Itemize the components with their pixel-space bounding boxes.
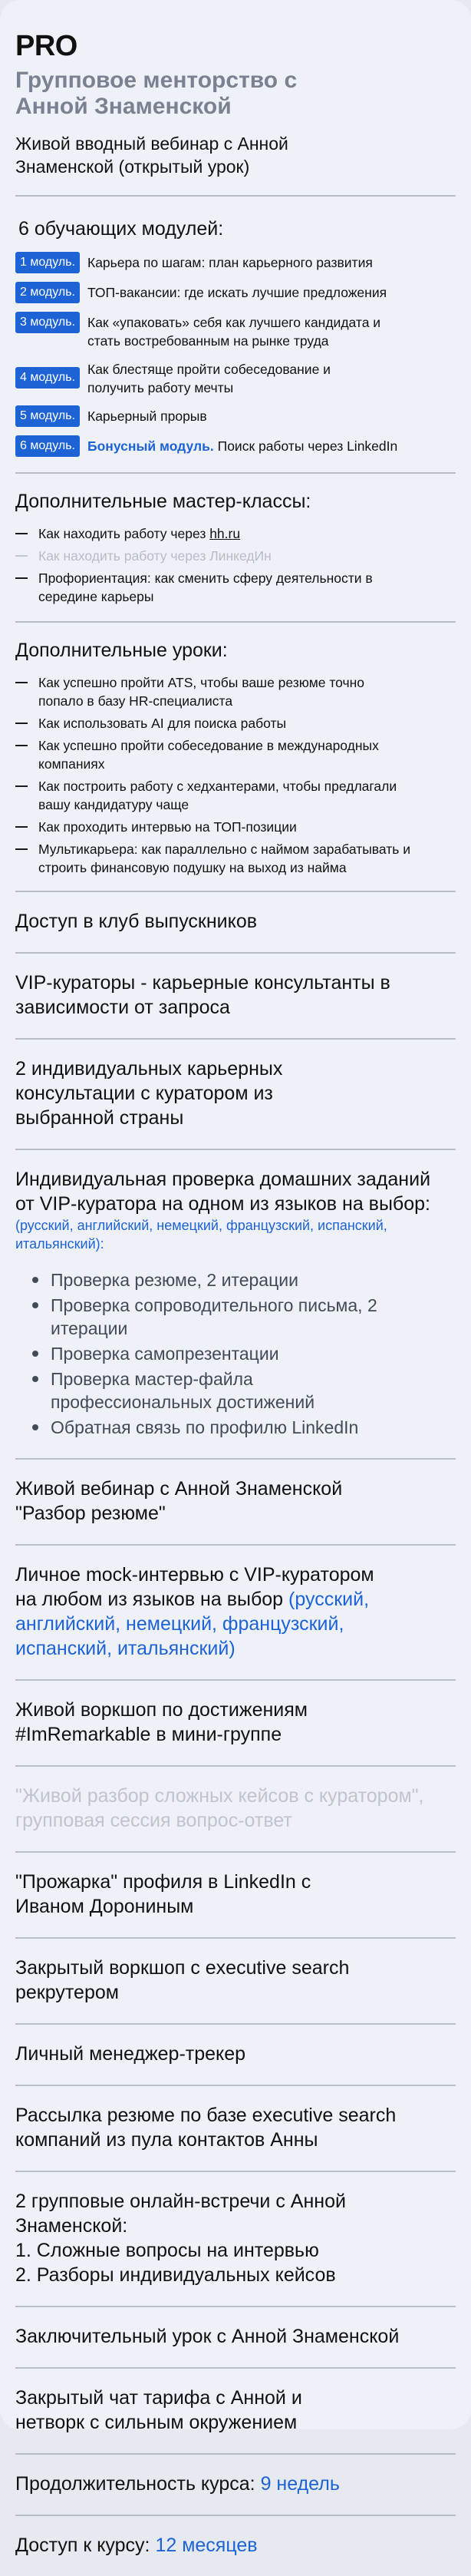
lessons-list [15,673,456,877]
lesson-text: Как проходить интервью на ТОП-позиции [38,819,297,835]
feature-group-meetings [15,2172,456,2306]
dash-marker [15,723,28,724]
module-text: Карьерный прорыв [87,408,207,424]
dash-marker [15,533,28,534]
bullet-dot [32,1277,38,1283]
homework-title: Индивидуальная проверка домашних заданий от VIP-куратора на одном из языков на выбор: [15,1169,431,1215]
plan-name: PRO [15,30,77,62]
module-badge: 1 модуль. [15,252,80,273]
lesson-item [15,777,456,814]
dash-marker [15,682,28,683]
homework-item [15,1367,456,1414]
feature-mock-interview [15,1546,399,1679]
homework-item [15,1342,456,1365]
masterclass-item [15,569,456,606]
module-item [15,405,456,427]
feature-vip-curators: VIP-кураторы - карьерные консультанты в зависимости от запроса [15,972,390,1018]
mock-text: Личное mock-интервью с VIP-куратором на любом из языков на выбор [15,1564,374,1610]
module-item [15,312,456,350]
lesson-text: Как использовать AI для поиска работы [38,716,287,731]
dash-marker [15,745,28,746]
meetings-item: 1. Сложные вопросы на интервью [15,2240,319,2261]
dash-marker [15,555,28,557]
hh-link[interactable]: hh.ru [209,526,241,541]
feature-cases-disabled: "Живой разбор сложных кейсов с куратором", групповая сессия вопрос-ответ [15,1785,424,1831]
lesson-text: Как построить работу с хедхантерами, чтобы предлагали вашу кандидатуру чаще [38,779,397,812]
lesson-item [15,840,456,877]
dash-marker [15,785,28,787]
module-item [15,359,456,397]
bullet-dot [32,1424,38,1430]
module-badge: 6 модуль. [15,435,80,457]
feature-closed-chat: Закрытый чат тарифа с Анной и нетворк с сильным окружением [15,2387,302,2433]
module-text: ТОП-вакансии: где искать лучшие предложения [87,285,387,300]
intro-webinar: Живой вводный вебинар с Анной Знаменской (открытый урок) [15,134,288,177]
bullet-dot [32,1302,38,1308]
lesson-item [15,736,456,773]
dash-marker [15,848,28,850]
homework-item-text: Проверка самопрезентации [51,1344,279,1364]
module-badge: 4 модуль. [15,367,80,389]
feature-linkedin-review: "Прожарка" профиля в LinkedIn с Иваном Дорониным [15,1871,311,1917]
duration-value: 9 недель [260,2473,340,2495]
homework-item [15,1268,456,1291]
dash-marker [15,826,28,828]
module-text [87,435,397,455]
module-item [15,252,456,273]
feature-club: Доступ в клуб выпускников [15,911,258,932]
masterclass-text: Как находить работу через [38,526,210,541]
module-text: Как блестяще пройти собеседование и получить работу мечты [87,362,331,395]
access-label: Доступ к курсу: [15,2535,156,2556]
module-item [15,282,456,303]
masterclasses-heading: Дополнительные мастер-классы: [15,491,311,512]
lessons-heading: Дополнительные уроки: [15,640,228,661]
module-item [15,435,456,457]
feature-executive-workshop: Закрытый воркшоп с executive search рекрутером [15,1957,350,2003]
feature-tracker: Личный менеджер-трекер [15,2043,246,2065]
masterclass-item-disabled [15,547,456,565]
module-badge: 5 модуль. [15,405,80,427]
feature-workshop: Живой воркшоп по достижениям #ImRemarkable в мини-группе [15,1699,308,1745]
feature-consultations: 2 индивидуальных карьерных консультации с куратором из выбранной страны [15,1058,283,1129]
masterclasses-list [15,524,456,606]
modules-heading: 6 обучающих модулей: [18,218,224,240]
divider [15,472,456,474]
bullet-dot [32,1376,38,1382]
dash-marker [15,577,28,579]
access-value: 12 месяцев [155,2535,258,2556]
lesson-item [15,673,456,710]
homework-list [15,1268,456,1439]
bonus-label: Бонусный модуль. [87,438,214,454]
homework-item-text: Обратная связь по профилю LinkedIn [51,1417,359,1437]
feature-homework [15,1150,456,1458]
feature-final-lesson: Заключительный урок с Анной Знаменской [15,2326,400,2347]
feature-resume-webinar: Живой вебинар с Анной Знаменской "Разбор резюме" [15,1478,343,1524]
module-badge: 2 модуль. [15,282,80,303]
module-text: Как «упаковать» себя как лучшего кандидата и стать востребованным на рынке труда [87,315,381,349]
module-text-rest: Поиск работы через LinkedIn [213,438,398,454]
homework-languages: (русский, английский, немецкий, французский, испанский, итальянский): [15,1218,387,1252]
lesson-item [15,818,456,836]
mock-languages: (русский, английский, немецкий, французский, испанский, итальянский) [15,1589,370,1659]
homework-item [15,1294,456,1340]
lesson-item [15,714,456,732]
homework-item-text: Проверка сопроводительного письма, 2 итерации [51,1295,377,1338]
duration-label: Продолжительность курса: [15,2473,261,2495]
modules-list [15,252,456,457]
divider [15,621,456,623]
masterclass-item [15,524,456,543]
plan-subtitle: Групповое менторство с Анной Знаменской [15,68,298,119]
module-badge: 3 модуль. [15,312,80,333]
feature-duration [15,2455,456,2515]
feature-resume-mailing: Рассылка резюме по базе executive search компаний из пула контактов Анны [15,2105,397,2151]
masterclass-text: Профориентация: как сменить сферу деятельности в середине карьеры [38,570,373,604]
homework-item-text: Проверка резюме, 2 итерации [51,1270,298,1290]
lesson-text: Мультикарьера: как параллельно с наймом зарабатывать и строить финансовую подушку на выход из найма [38,842,411,875]
module-text: Карьера по шагам: план карьерного развития [87,255,373,270]
lesson-text: Как успешно пройти ATS, чтобы ваше резюме точно попало в базу HR-специалиста [38,675,365,709]
meetings-item: 2. Разборы индивидуальных кейсов [15,2264,336,2286]
lesson-text: Как успешно пройти собеседование в международных компаниях [38,738,379,772]
homework-item [15,1416,456,1439]
masterclass-text: Как находить работу через ЛинкедИн [38,548,272,564]
feature-access [15,2516,456,2576]
homework-item-text: Проверка мастер-файла профессиональных достижений [51,1369,315,1412]
divider [15,195,456,197]
meetings-title: 2 групповые онлайн-встречи с Анной Знаменской: [15,2191,346,2237]
bullet-dot [32,1351,38,1357]
